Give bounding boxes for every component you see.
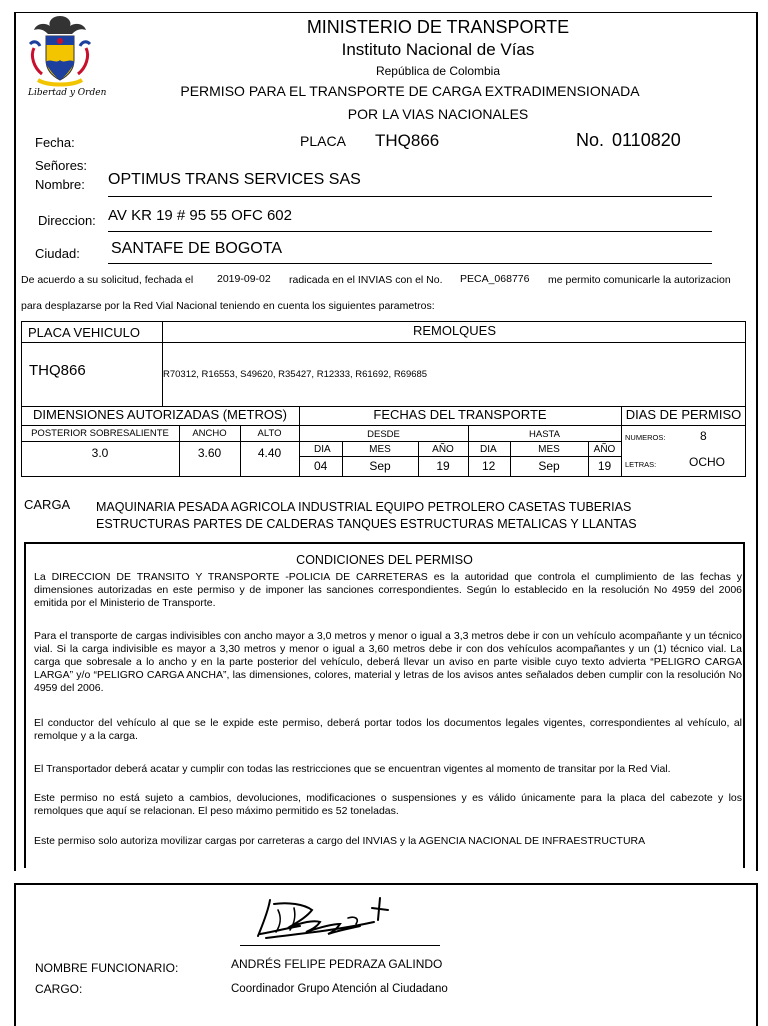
remolques-list: R70312, R16553, S49620, R35427, R12333, R61692, R69685 [163, 369, 428, 380]
direccion-underline [108, 231, 712, 232]
hasta-ano-label: AÑO [593, 444, 616, 455]
vehicle-placa: THQ866 [29, 362, 86, 379]
fechas-header: FECHAS DEL TRANSPORTE [373, 407, 547, 422]
dim-header: DIMENSIONES AUTORIZADAS (METROS) [32, 407, 287, 422]
alto-label: ALTO [257, 428, 282, 439]
letras-value: OCHO [689, 455, 725, 469]
permit-number-label: No. [576, 130, 605, 150]
carga-line-2: ESTRUCTURAS PARTES DE CALDERAS TANQUES ESTRUCTURAS METALICAS Y LLANTAS [96, 517, 637, 531]
condition-paragraph-1: La DIRECCION DE TRANSITO Y TRANSPORTE -POLICIA DE CARRETERAS es la autoridad que controla el cumplimiento de las fechas y dimensiones autorizadas en este permiso y de imponer las sanciones correspondientes. Según lo establecido en la resolución No 4959 del 2006 emitida por el Ministerio de Transporte. [34, 571, 742, 609]
posterior-value: 3.0 [91, 446, 109, 460]
table-divider [21, 425, 746, 426]
desde-ano: 19 [436, 459, 450, 473]
hasta-ano: 19 [597, 459, 612, 473]
cargo-value: Coordinador Grupo Atención al Ciudadano [231, 983, 448, 995]
ciudad-label: Ciudad: [35, 246, 80, 261]
posterior-label: POSTERIOR SOBRESALIENTE [31, 428, 169, 439]
fecha-label: Fecha: [35, 135, 75, 150]
alto-value: 4.40 [257, 446, 282, 460]
hasta-dia-label: DIA [480, 444, 497, 455]
ancho-value: 3.60 [197, 446, 222, 460]
ancho-label: ANCHO [192, 428, 227, 439]
dias-header: DIAS DE PERMISO [625, 407, 742, 422]
senores-label: Señores: [35, 158, 88, 173]
table-divider [299, 456, 621, 457]
direccion-label: Direccion: [38, 213, 96, 228]
permit-title: PERMISO PARA EL TRANSPORTE DE CARGA EXTRADIMENSIONADA [180, 83, 640, 99]
republic-subtitle: República de Colombia [375, 64, 501, 78]
ciudad-underline [108, 263, 712, 264]
nombre-funcionario-label: NOMBRE FUNCIONARIO: [35, 961, 179, 975]
handwritten-signature [248, 888, 398, 946]
numeros-value: 8 [700, 429, 707, 443]
desde-mes: Sep [369, 459, 391, 473]
desde-dia-label: DIA [314, 444, 331, 455]
table-divider [299, 441, 621, 442]
direccion-value: AV KR 19 # 95 55 OFC 602 [108, 207, 292, 224]
ministry-title: MINISTERIO DE TRANSPORTE [306, 17, 570, 37]
numeros-label: NUMEROS: [625, 433, 666, 442]
letras-label: LETRAS: [625, 460, 657, 469]
desde-ano-label: AÑO [432, 444, 454, 455]
desde-mes-label: MES [369, 444, 391, 455]
request-text-2: radicada en el INVIAS con el No. [289, 274, 443, 286]
permit-subtitle: POR LA VIAS NACIONALES [347, 106, 529, 122]
hasta-mes-label: MES [538, 444, 560, 455]
carga-label: CARGA [24, 497, 71, 512]
remolques-header: REMOLQUES [412, 323, 497, 338]
placa-vehiculo-header: PLACA VEHICULO [28, 325, 140, 340]
conditions-title: CONDICIONES DEL PERMISO [296, 553, 473, 567]
hasta-dia: 12 [482, 459, 496, 473]
placa-label: PLACA [300, 133, 346, 149]
request-date: 2019-09-02 [217, 273, 271, 285]
signature-line [240, 945, 440, 946]
institute-title: Instituto Nacional de Vías [341, 40, 535, 59]
hasta-label: HASTA [529, 429, 560, 440]
condition-paragraph-6: Este permiso solo autoriza movilizar cargas por carreteras a cargo del INVIAS y la AGENCIA NACIONAL DE INFRAESTRUCTURA [34, 835, 646, 847]
nombre-value: OPTIMUS TRANS SERVICES SAS [108, 171, 361, 188]
coat-of-arms-icon [24, 14, 96, 90]
request-text-1: De acuerdo a su solicitud, fechada el [21, 274, 194, 286]
condition-paragraph-5: Este permiso no está sujeto a cambios, devoluciones, modificaciones o suspensiones y es válido únicamente para la placa del cabezote y los remolques que aquí se relacionan. El peso máximo permitido es 52 toneladas. [34, 792, 742, 817]
placa-value: THQ866 [375, 131, 440, 150]
condition-paragraph-2: Para el transporte de cargas indivisibles con ancho mayor a 3,0 metros y menor o igual a 3,3 metros debe ir con un vehículo acompañante y un técnico vial. Si la carga indivisible es mayor a 3,30 metros y menor o igual a 3,60 metros debe ir con dos vehículos acompañantes y un (1) técnico vial. La carga que sobresale a lo ancho y en la parte posterior del vehículo, deberá llevar un aviso en parte visible cuyo texto advierta “PELIGRO CARGA LARGA” y/o “PELIGRO CARGA ANCHA”, las dimensiones, colores, material y letras de los avisos antes señalados deben cumplir con la resolución No 4959 del 2006. [34, 630, 742, 694]
condition-paragraph-4: El Transportador deberá acatar y cumplir con todas las restricciones que se encuentran vigentes al momento de transitar por la Red Vial. [34, 763, 671, 775]
permit-number: 0110820 [612, 130, 681, 150]
table-divider [21, 342, 746, 343]
nombre-underline [108, 196, 712, 197]
desde-dia: 04 [314, 459, 328, 473]
desde-label: DESDE [367, 429, 400, 440]
hasta-mes: Sep [538, 459, 560, 473]
carga-line-1: MAQUINARIA PESADA AGRICOLA INDUSTRIAL EQUIPO PETROLERO CASETAS TUBERIAS [96, 500, 632, 514]
request-number: PECA_068776 [460, 273, 530, 285]
request-text-4: para desplazarse por la Red Vial Nacional teniendo en cuenta los siguientes parametros: [21, 300, 435, 312]
condition-paragraph-3: El conductor del vehículo al que se le expide este permiso, deberá portar todos los documentos legales vigentes, correspondientes al vehículo, al remolque y a la carga. [34, 717, 742, 742]
table-divider [21, 441, 299, 442]
cargo-label: CARGO: [35, 982, 83, 996]
request-text-3: me permito comunicarle la autorizacion [548, 274, 731, 286]
nombre-label: Nombre: [35, 177, 85, 192]
motto: Libertad y Orden [28, 88, 107, 98]
nombre-funcionario-value: ANDRÉS FELIPE PEDRAZA GALINDO [231, 957, 443, 971]
ciudad-value: SANTAFE DE BOGOTA [111, 240, 282, 257]
